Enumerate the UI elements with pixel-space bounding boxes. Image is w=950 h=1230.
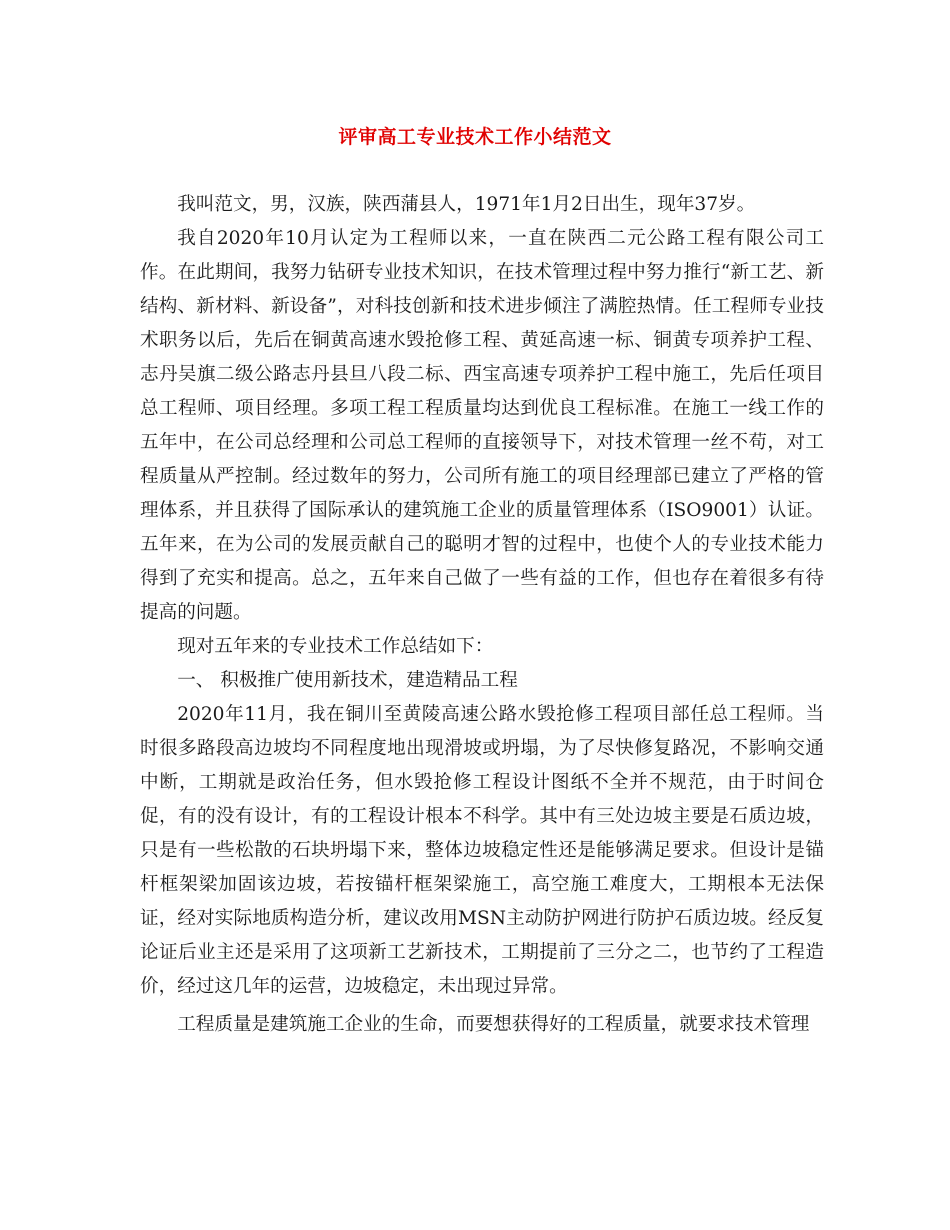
document-body xyxy=(140,188,824,1042)
paragraph-project-detail: 2020年11月，我在铜川至黄陵高速公路水毁抢修工程项目部任总工程师。当时很多路段高边坡均不同程度地出现滑坡或坍塌，为了尽快修复路况，不影响交通中断，工期就是政治任务，但水毁抢修工程设计图纸不全并不规范，由于时间仓促，有的没有设计，有的工程设计根本不科学。其中有三处边坡主要是石质边坡，只是有一些松散的石块坍塌下来，整体边坡稳定性还是能够满足要求。但设计是锚杆框架梁加固该边坡，若按锚杆框架梁施工，高空施工难度大，工期根本无法保证，经对实际地质构造分析，建议改用MSN主动防护网进行防护石质边坡。经反复论证后业主还是采用了这项新工艺新技术，工期提前了三分之二，也节约了工程造价，经过这几年的运营，边坡稳定，未出现过异常。 xyxy=(140,704,824,997)
section-heading-1: 一、 积极推广使用新技术，建造精品工程 xyxy=(177,670,518,691)
paragraph-career-overview: 我自2020年10月认定为工程师以来，一直在陕西二元公路工程有限公司工作。在此期间，我努力钻研专业技术知识，在技术管理过程中努力推行“新工艺、新结构、新材料、新设备”，对科技创新和技术进步倾注了满腔热情。任工程师专业技术职务以后，先后在铜黄高速水毁抢修工程、黄延高速一标、铜黄专项养护工程、志丹吴旗二级公路志丹县旦八段二标、西宝高速专项养护工程中施工，先后任项目总工程师、项目经理。多项工程工程质量均达到优良工程标准。在施工一线工作的五年中，在公司总经理和公司总工程师的直接领导下，对技术管理一丝不苟，对工程质量从严控制。经过数年的努力，公司所有施工的项目经理部已建立了严格的管理体系，并且获得了国际承认的建筑施工企业的质量管理体系（ISO9001）认证。五年来，在为公司的发展贡献自己的聪明才智的过程中，也使个人的专业技术能力得到了充实和提高。总之，五年来自己做了一些有益的工作，但也存在着很多有待提高的问题。 xyxy=(140,228,824,623)
paragraph-personal-info: 我叫范文，男，汉族，陕西蒲县人，1971年1月2日出生，现年37岁。 xyxy=(177,194,756,215)
paragraph-quality: 工程质量是建筑施工企业的生命，而要想获得好的工程质量，就要求技术管理 xyxy=(177,1014,810,1035)
document-title: 评审高工专业技术工作小结范文 xyxy=(338,126,612,148)
paragraph-summary-intro: 现对五年来的专业技术工作总结如下： xyxy=(177,636,494,657)
